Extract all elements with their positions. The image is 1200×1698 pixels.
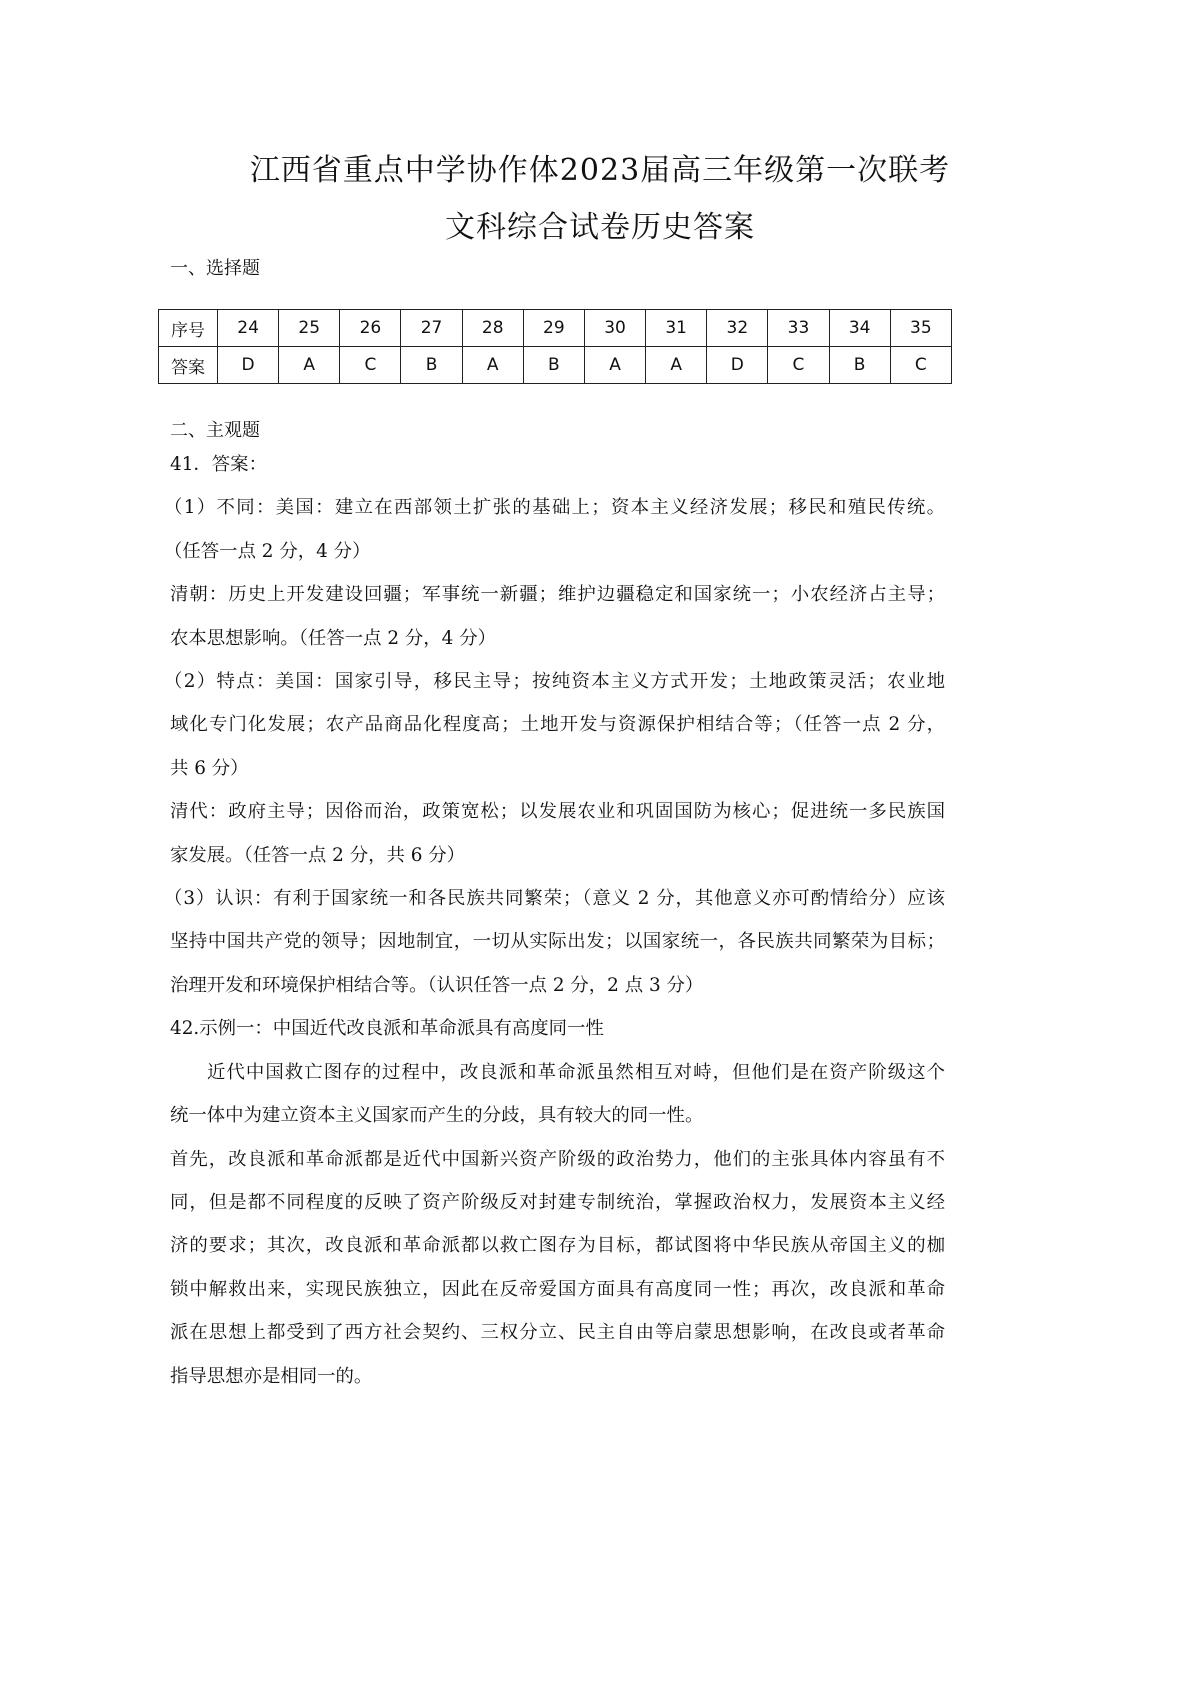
text-line: 治理开发和环境保护相结合等。（认识任答一点 2 分，2 点 3 分） bbox=[170, 974, 704, 996]
answer-cell: C bbox=[340, 347, 401, 384]
question-number-cell: 35 bbox=[890, 310, 951, 347]
text-line: 同，但是都不同程度的反映了资产阶级反对封建专制统治，掌握政治权力，发展资本主义经 bbox=[170, 1191, 945, 1213]
question-number-cell: 33 bbox=[768, 310, 829, 347]
text-line: 指导思想亦是相同一的。 bbox=[170, 1365, 373, 1387]
answer-cell: C bbox=[768, 347, 829, 384]
question-number-cell: 32 bbox=[707, 310, 768, 347]
text-line: 近代中国救亡图存的过程中，改良派和革命派虽然相互对峙，但他们是在资产阶级这个 bbox=[207, 1061, 945, 1083]
row-label: 答案 bbox=[159, 347, 218, 384]
table-row bbox=[159, 310, 952, 347]
text-line: （任答一点 2 分，4 分） bbox=[164, 540, 371, 562]
answer-cell: A bbox=[646, 347, 707, 384]
text-line: 清朝：历史上开发建设回疆；军事统一新疆；维护边疆稳定和国家统一；小农经济占主导； bbox=[170, 584, 945, 606]
answer-cell: A bbox=[462, 347, 523, 384]
question-number-cell: 25 bbox=[279, 310, 340, 347]
text-line: 统一体中为建立资本主义国家而产生的分歧，具有较大的同一性。 bbox=[170, 1105, 704, 1127]
text-line: （1）不同：美国：建立在西部领土扩张的基础上；资本主义经济发展；移民和殖民传统。 bbox=[164, 497, 945, 519]
answer-body bbox=[164, 443, 945, 1398]
answer-cell: D bbox=[218, 347, 279, 384]
section-heading-choice: 一、选择题 bbox=[170, 258, 260, 279]
answer-cell: B bbox=[829, 347, 890, 384]
question-number-cell: 24 bbox=[218, 310, 279, 347]
answer-cell: D bbox=[707, 347, 768, 384]
document-title: 江西省重点中学协作体2023届高三年级第一次联考 bbox=[249, 153, 951, 188]
document-subtitle: 文科综合试卷历史答案 bbox=[445, 210, 755, 245]
answer-cell: C bbox=[890, 347, 951, 384]
text-line: 济的要求；其次，改良派和革命派都以救亡图存为目标，都试图将中华民族从帝国主义的枷 bbox=[170, 1235, 945, 1257]
question-number-cell: 31 bbox=[646, 310, 707, 347]
text-line: 农本思想影响。（任答一点 2 分，4 分） bbox=[170, 627, 496, 649]
text-line: 清代：政府主导；因俗而治，政策宽松；以发展农业和巩固国防为核心；促进统一多民族国 bbox=[170, 801, 945, 823]
text-line: 派在思想上都受到了西方社会契约、三权分立、民主自由等启蒙思想影响，在改良或者革命 bbox=[170, 1322, 945, 1344]
question-number-cell: 26 bbox=[340, 310, 401, 347]
answer-table bbox=[158, 309, 952, 384]
question-number-cell: 30 bbox=[584, 310, 645, 347]
table-row bbox=[159, 347, 952, 384]
text-line: 共 6 分） bbox=[170, 757, 249, 779]
text-line: 家发展。（任答一点 2 分，共 6 分） bbox=[170, 844, 466, 866]
text-line: 域化专门化发展；农产品商品化程度高；土地开发与资源保护相结合等；（任答一点 2 分， bbox=[170, 714, 945, 736]
question-number-cell: 34 bbox=[829, 310, 890, 347]
text-line: （3）认识：有利于国家统一和各民族共同繁荣；（意义 2 分，其他意义亦可酌情给分）应该 bbox=[164, 888, 945, 910]
question-number-cell: 28 bbox=[462, 310, 523, 347]
text-line: 锁中解救出来，实现民族独立，因此在反帝爱国方面具有高度同一性；再次，改良派和革命 bbox=[170, 1278, 945, 1300]
row-label: 序号 bbox=[159, 310, 218, 347]
question-number-cell: 29 bbox=[523, 310, 584, 347]
answer-cell: B bbox=[523, 347, 584, 384]
question-number-cell: 27 bbox=[401, 310, 462, 347]
text-line: 坚持中国共产党的领导；因地制宜，一切从实际出发；以国家统一，各民族共同繁荣为目标； bbox=[170, 931, 945, 953]
text-line: 首先，改良派和革命派都是近代中国新兴资产阶级的政治势力，他们的主张具体内容虽有不 bbox=[170, 1148, 945, 1170]
text-line: （2）特点：美国：国家引导，移民主导；按纯资本主义方式开发；土地政策灵活；农业地 bbox=[164, 671, 945, 693]
answer-cell: A bbox=[279, 347, 340, 384]
section-heading-essay: 二、主观题 bbox=[170, 420, 260, 441]
text-line: 41．答案： bbox=[170, 454, 267, 475]
text-line: 42.示例一：中国近代改良派和革命派具有高度同一性 bbox=[170, 1018, 604, 1040]
answer-cell: A bbox=[584, 347, 645, 384]
answer-cell: B bbox=[401, 347, 462, 384]
